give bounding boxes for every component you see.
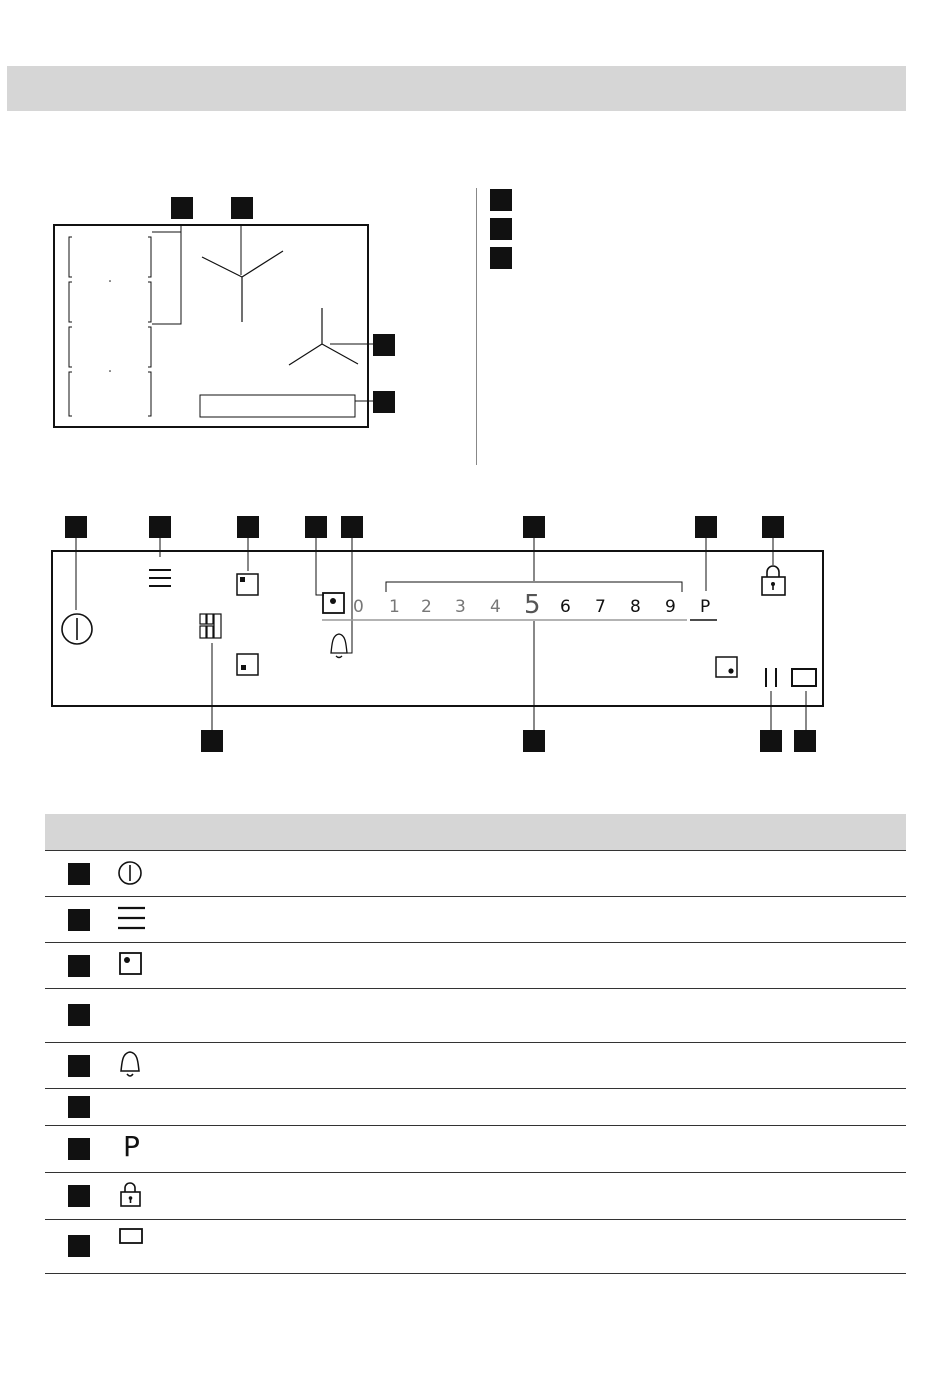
zone-dot-icon: [115, 949, 147, 981]
panel-callout-2: [149, 516, 171, 538]
power-icon: [115, 858, 147, 890]
display-icon: [115, 1224, 147, 1256]
row-number: [68, 1004, 90, 1026]
panel-callout-5: [341, 516, 363, 538]
table-row: [45, 1043, 906, 1089]
lock-icon: [762, 566, 785, 595]
row-number: [68, 1055, 90, 1077]
row-number: [68, 1185, 90, 1207]
alarm-icon: [331, 634, 347, 658]
panel-callout-1: [65, 516, 87, 538]
section-header-bar: [7, 66, 906, 111]
table-row: [45, 943, 906, 989]
table-header: [45, 814, 906, 851]
leader-lines-top: [76, 538, 773, 653]
panel-callout-6: [523, 516, 545, 538]
timer-zone-icon: [323, 593, 344, 613]
table-row: [45, 989, 906, 1043]
table-row: [45, 1089, 906, 1126]
table-row: [45, 1220, 906, 1274]
table-row: [45, 1126, 906, 1173]
zone-select-icon: [237, 654, 258, 675]
scale-6: 6: [560, 597, 571, 617]
zone-select-icon: [237, 574, 258, 595]
scale-3: 3: [455, 597, 466, 617]
cooktop-outline: [54, 225, 368, 427]
control-panel-outline: [52, 551, 823, 706]
cooktop-diagram: [40, 190, 410, 440]
menu-icon: [149, 570, 171, 586]
zone-dot: [109, 370, 111, 372]
timer-icon: [716, 657, 737, 677]
table-row: [45, 1173, 906, 1220]
scale-1: 1: [389, 597, 400, 617]
panel-callout-8: [762, 516, 784, 538]
power-scale: [353, 590, 710, 620]
row-number: [68, 1235, 90, 1257]
row-number: [68, 1096, 90, 1118]
scale-8: 8: [630, 597, 641, 617]
scale-5: 5: [524, 590, 541, 620]
lock-icon: [115, 1180, 147, 1212]
row-number: [68, 863, 90, 885]
panel-callout-12: [794, 730, 816, 752]
left-zones: [69, 232, 181, 416]
display-area: [200, 395, 355, 417]
row-number: [68, 1138, 90, 1160]
display-icon: [792, 669, 816, 686]
scale-0: 0: [353, 597, 364, 617]
power-icon: [62, 614, 92, 644]
panel-callout-11: [760, 730, 782, 752]
zone-dot: [109, 280, 111, 282]
zone-mark: [202, 251, 358, 365]
scale-9: 9: [665, 597, 676, 617]
bridge-icon: [200, 614, 221, 638]
legend-callout-3: [490, 247, 512, 269]
panel-callout-4: [305, 516, 327, 538]
legend-callout-1: [490, 189, 512, 211]
divider: [476, 188, 477, 465]
menu-icon: [115, 904, 147, 936]
alarm-icon: [115, 1049, 147, 1081]
symbol-table: [45, 814, 906, 1274]
panel-callout-7: [695, 516, 717, 538]
scale-7: 7: [595, 597, 606, 617]
callout-3: [373, 334, 395, 356]
panel-callout-3: [237, 516, 259, 538]
table-row: [45, 851, 906, 897]
panel-callout-9: [201, 730, 223, 752]
boost-icon: P: [123, 1130, 140, 1163]
scale-2: 2: [421, 597, 432, 617]
panel-callout-10: [523, 730, 545, 752]
legend-callout-2: [490, 218, 512, 240]
callout-1: [171, 197, 193, 219]
row-number: [68, 909, 90, 931]
pause-icon: [766, 668, 776, 687]
control-panel-diagram: [40, 505, 840, 765]
row-number: [68, 955, 90, 977]
leader-lines-bottom: [212, 621, 806, 730]
table-row: [45, 897, 906, 943]
callout-2: [231, 197, 253, 219]
callout-4: [373, 391, 395, 413]
scale-4: 4: [490, 597, 501, 617]
boost-label: P: [700, 597, 711, 617]
